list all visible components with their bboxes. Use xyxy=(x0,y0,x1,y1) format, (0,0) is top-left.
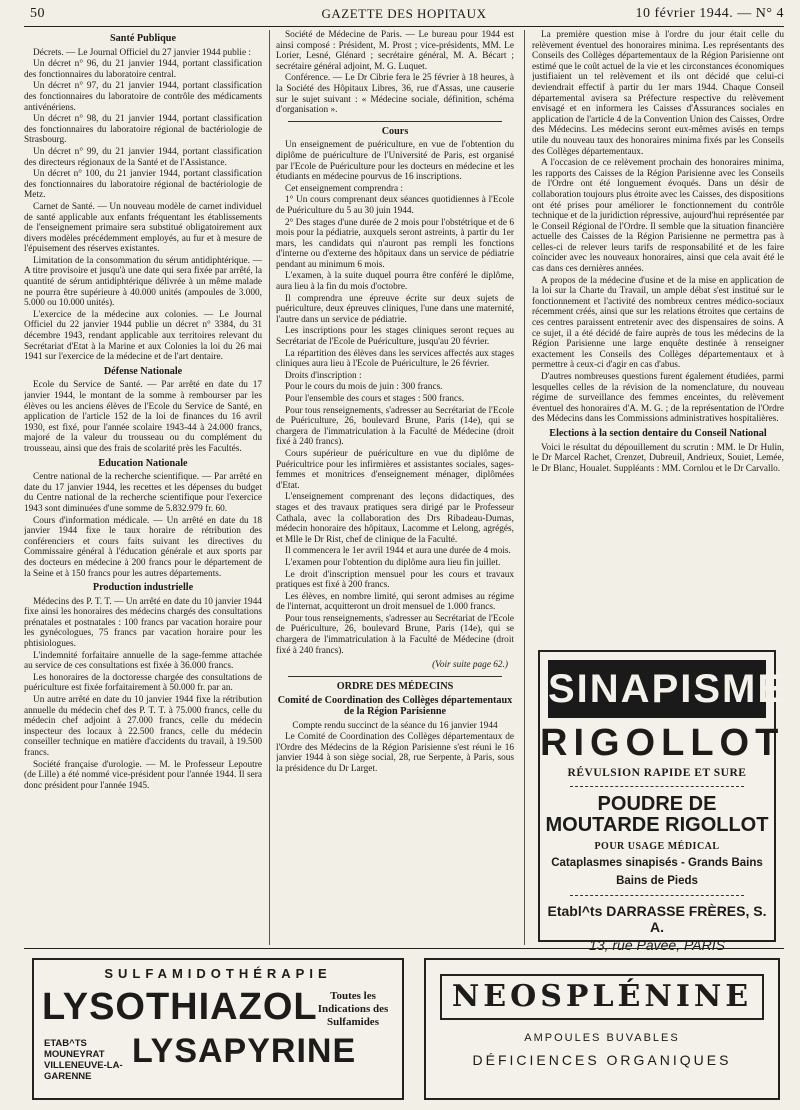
paragraph: Droits d'inscription : xyxy=(285,370,362,381)
paragraph: Société française d'urologie. — M. le Professeur Lepoutre (de Lille) a été nommé vice-président pour l'année 1944. Il sera donc président pour l'année 1945. xyxy=(24,759,262,791)
paragraph: Cours d'information médicale. — Un arrêté en date du 18 janvier 1944 fixe le taux horaire de rétribution des conférenciers et cours faits suivant les directives du Commissaire général à l'éducation générale et aux sports par des docteurs en médecine à 200 francs pour le département de la Seine et à 150 francs pour les autres départements. xyxy=(24,515,262,579)
ad-indication: DÉFICIENCES ORGANIQUES xyxy=(472,1052,732,1068)
column-3 xyxy=(532,30,784,642)
header-rule xyxy=(24,26,784,27)
paragraph: Cours supérieur de puériculture en vue du diplôme de Puéricultrice pour les infirmières et assistantes sociales, sages-femmes et monitrices d'enseignement ménager, diplômées d'Etat. xyxy=(276,448,514,491)
paragraph: Un décret n° 96, du 21 janvier 1944, portant classification des fonctionnaires du laboratoire central. xyxy=(24,59,262,80)
paragraph: Un décret n° 100, du 21 janvier 1944, portant classification des fonctionnaires du laboratoire régional de bactériologie de Metz. xyxy=(24,169,262,201)
paragraph: Carnet de Santé. — Un nouveau modèle de carnet individuel de santé applicable aux enfants fréquentant les établissements de l'enseignement primaire sera substitué obligatoirement aux divers modèles précédemment employés, au fur et à mesure de l'épuisement des réserves existantes. xyxy=(24,201,262,255)
paragraph: Il commencera le 1er avril 1944 et aura une durée de 4 mois. xyxy=(285,546,511,557)
section-heading: Production industrielle xyxy=(92,582,194,594)
section-heading: ORDRE DES MÉDECINS xyxy=(336,680,454,692)
ad-brand: LYSOTHIAZOL xyxy=(42,986,318,1028)
ad-side-text: Toutes les Indications des Sulfamides xyxy=(317,990,389,1028)
paragraph: Les inscriptions pour les stages cliniques seront reçues au Secrétariat de l'Ecole de Puériculture, jusqu'au 20 février. xyxy=(276,326,514,348)
ad-brand-secondary: LYSAPYRINE xyxy=(132,1032,357,1070)
ad-address: 13, rue Pavée, PARIS xyxy=(589,937,725,953)
ad-maker: ETAB^TS MOUNEYRAT VILLENEUVE-LA-GARENNE xyxy=(44,1038,123,1082)
paragraph: Le droit d'inscription mensuel pour les cours et travaux pratiques est fixé à 200 francs. xyxy=(276,569,514,591)
divider xyxy=(288,121,502,122)
paragraph: L'exercice de la médecine aux colonies. — Le Journal Officiel du 22 janvier 1944 publie un décret n° 3384, du 31 décembre 1943, rendant applicable aux territoires relevant du Secrétariat d'Etat à la Marine et aux Colonies la loi du 26 mai 1941 sur l'exercice de la médecine et de l'art dentaire. xyxy=(24,309,262,363)
paragraph: 2° Des stages d'une durée de 2 mois pour l'obstétrique et de 6 mois pour la pédiatrie, auxquels seront astreints, à partir du 1er mars, les candidats qui n'auront pas rempli les fonctions d'interne ou d'externe des hôpitaux dans un service de pédiatrie pendant au minimum 6 mois. xyxy=(276,217,514,270)
paragraph: L'examen, à la suite duquel pourra être conféré le diplôme, aura lieu à la fin du mois d'octobre. xyxy=(276,271,514,293)
ad-tagline: RÉVULSION RAPIDE ET SURE xyxy=(567,767,747,779)
ad-product: POUDRE DE MOUTARDE RIGOLLOT xyxy=(545,793,769,836)
paragraph: Un enseignement de puériculture, en vue de l'obtention du diplôme de puériculture de l'Université de Paris, est organisé par l'Ecole de Puériculture pour les docteurs en médecine et les étudiants en médecine pourvus de 16 inscriptions. xyxy=(276,140,514,183)
ad-brand: NEOSPLÉNINE xyxy=(440,974,764,1020)
ad-usage: POUR USAGE MÉDICAL xyxy=(594,841,720,852)
section-heading: Santé Publique xyxy=(110,33,176,44)
paragraph: Un décret n° 99, du 21 janvier 1944, portant classification des directeurs régionaux de la Santé et de l'Assistance. xyxy=(24,146,262,168)
section-heading: Education Nationale xyxy=(98,457,188,469)
paragraph: Médecins des P. T. T. — Un arrêté en date du 10 janvier 1944 fixe ainsi les honoraires des médecins chargés des consultations prénatales et postnatales : 100 francs par vacation horaire pour les gynécologues, 75 francs par vacation horaire pour les phtisiologues. xyxy=(24,596,262,650)
paragraph: Les honoraires de la doctoresse chargée des consultations de puériculture est fixée forfaitairement à 50.000 fr. par an. xyxy=(24,672,262,694)
column-divider xyxy=(524,30,525,945)
page-number: 50 xyxy=(30,6,45,21)
ad-company: Etabl^ts DARRASSE FRÈRES, S. A. xyxy=(547,903,767,935)
paragraph: A l'occasion de ce relèvement prochain des honoraires minima, les rapports des Caisses de la Région Parisienne avec les Conseils de l'Ordre ont été longuement évoqués. Dans un désir de collaboration toujours plus étroite avec les Caisses, des dispositions ont été prises pour améliorer le fonctionnement du contrôle technique et de la juridiction répressive, aujourd'hui représentée par le Conseil Régional de l'Ordre. Il semble que la situation financière actuelle des Caisses de la Région Parisienne ne permettra pas à celles-ci de relever leurs tarifs de responsabilité et de les faire coïncider avec les nouveaux honoraires, ainsi que cela avait été le cas dans ces dernières années. xyxy=(532,158,784,275)
paragraph: La première question mise à l'ordre du jour était celle du relèvement éventuel des honoraires minima. Les représentants des Conseils des Collèges départementaux de la Région Parisienne ont estimé que le coût actuel de la vie et les circonstances économiques justifiaient un tel relèvement et ils ont décidé que celui-ci deviendrait effectif à partir du 1er mars 1944. Chaque Conseil départemental avisera sa Préfecture respective du relèvement envisagé et en informera les Caisses d'Assurances sociales en application de l'article 4 de la Convention Union des Caisses, Ordre des Médecins. Les médecins seront eux-mêmes avisés en temps utile du nouveau taux des honoraires minima fixés par les Conseils des Collèges départementaux. xyxy=(532,30,784,157)
paragraph: Il comprendra une épreuve écrite sur deux sujets de puériculture, deux épreuves cliniques, l'une dans une maternité, l'autre dans un service de pédiatrie. xyxy=(276,293,514,325)
paragraph: Décrets. — Le Journal Officiel du 27 janvier 1944 publie : xyxy=(33,47,251,58)
paragraph: Un décret n° 98, du 21 janvier 1944, portant classification des fonctionnaires du laboratoire régional de bactériologie de Strasbourg. xyxy=(24,114,262,146)
paragraph: Pour tous renseignements, s'adresser au Secrétariat de l'Ecole de Puériculture, 26, boulevard Brune, Paris (14e), qui se chargera de l'immatriculation à la Faculté de Médecine (droit fixé à 240 francs). xyxy=(276,405,514,448)
ads-rule xyxy=(24,948,784,949)
paragraph: Compte rendu succinct de la séance du 16 janvier 1944 xyxy=(292,720,498,731)
paragraph: A propos de la médecine d'usine et de la mise en application de la loi sur la Charte du Travail, un ample débat s'est institué sur le fonctionnement et l'activité des nombreux centres médico-sociaux récemment créés, ainsi que sur les relations étroites que certains de ces centres paraissent entretenir avec des dispensaires de soins. A ce sujet, il a été décidé de faire auprès de tous les médecins de la Région Parisienne une large enquête destinée à renseigner exactement les Conseils des Collèges départementaux et à permettre à ceux-ci d'agir en cas d'abus. xyxy=(532,275,784,371)
paragraph: Le Comité de Coordination des Collèges départementaux de l'Ordre des Médecins de la Région Parisienne s'est réuni le 16 janvier 1944 à son siège social, 28, rue Serpente, à Paris, sous la présidence du Dr Larget. xyxy=(276,732,514,774)
paragraph: Voici le résultat du dépouillement du scrutin : MM. le Dr Hulin, le Dr Marcel Rachet, Crenzet, Dubreuil, Andrieux, Souiet, Lemée, le Dr Blanc, Houalet. Suppléants : MM. Cornlou et le Dr Carvallo. xyxy=(532,442,784,474)
paragraph: Un autre arrêté en date du 10 janvier 1944 fixe la rétribution annuelle du médecin chef des P. T. T. à 75.000 francs, celle du médecin chef adjoint à 27.000 francs, celle du médecin inspecteur des locaux à 22.500 francs, celle du médecin conseiller technique en matière d'accidents du travail, à 19.500 francs. xyxy=(24,695,262,758)
advertisement-sinapisme xyxy=(538,650,787,953)
column-2 xyxy=(276,30,514,940)
ad-form: AMPOULES BUVABLES xyxy=(524,1032,680,1044)
advertisement-lysothiazol xyxy=(32,958,404,1100)
journal-title: GAZETTE DES HOPITAUX xyxy=(321,6,487,21)
paragraph: Un décret n° 97, du 21 janvier 1944, portant classification des fonctionnaires du laboratoire de contrôle des médicaments antivénériens. xyxy=(24,81,262,113)
paragraph: L'examen pour l'obtention du diplôme aura lieu fin juillet. xyxy=(285,557,501,568)
paragraph: Conférence. — Le Dr Cibrie fera le 25 février à 18 heures, à la Société des Hôpitaux Libres, 36, rue d'Assas, une causerie sur le sujet suivant : « Médecine sociale, définition, schéma d'organisation ». xyxy=(276,73,514,116)
subsection-heading: Comité de Coordination des Collèges départementaux de la Région Parisienne xyxy=(277,695,513,718)
paragraph: Limitation de la consommation du sérum antidiphtérique. — A titre provisoire et jusqu'à une date qui sera fixée par arrêté, la quantité de sérum antidiphtérique délivrée à un même malade ne pourra être supérieure à 40.000 unités (ampoules de 3.000, 5.000 ou 10.000 unités). xyxy=(24,255,262,309)
paragraph: Ecole du Service de Santé. — Par arrêté en date du 17 janvier 1944, le montant de la somme à rembourser par les élèves ou les anciens élèves de l'Ecole du Service de Santé, en application de l'article 152 de la loi de finances du 16 avril 1930, est fixé, pour l'année scolaire 1943-44 à 24.000 francs, majoré de la valeur du trousseau ou du complément du trousseau, ainsi que des frais de scolarité près les Facultés. xyxy=(24,380,262,454)
section-heading: Elections à la section dentaire du Conseil National xyxy=(549,427,767,439)
paragraph: L'enseignement comprenant des leçons didactiques, des stages et des travaux pratiques sera dirigé par le Professeur Cathala, avec la collaboration des Drs Ribadeau-Dumas, médecin honoraire des hôpitaux, Lacomme et Lelong, agrégés, et Mlle le Dr Rist, chef de clinique de la Faculté. xyxy=(276,492,514,545)
divider xyxy=(288,676,502,677)
running-header xyxy=(24,6,784,26)
paragraph: Pour tous renseignements, s'adresser au Secrétariat de l'Ecole de Puériculture, 26, boulevard Brune, Paris (14e), qui se chargera de l'immatriculation à la Faculté de Médecine (droit fixé à 240 francs). xyxy=(276,613,514,656)
paragraph: Les élèves, en nombre limité, qui seront admises au régime de l'internat, acquitteront un droit mensuel de 1.000 francs. xyxy=(276,591,514,613)
paragraph: Société de Médecine de Paris. — Le bureau pour 1944 est ainsi composé : Président, M. Prost ; vice-présidents, MM. Le Lorier, Lesné, Glénard ; secrétaire général, M. A. Bécart ; secrétaire général adjoint, M. G. Luquet. xyxy=(276,30,514,72)
ornament-rule xyxy=(570,786,744,787)
paragraph: La répartition des élèves dans les services affectés aux stages cliniques aura lieu à l'Ecole de Puériculture, le 26 février. xyxy=(276,348,514,370)
section-heading: Cours xyxy=(381,125,409,137)
ad-name: RIGOLLOT xyxy=(540,722,785,764)
paragraph: D'autres nombreuses questions furent également étudiées, parmi lesquelles celles de la révision de la nomenclature, du nouveau régime de surveillance des femmes enceintes, du relèvement éventuel des honoraires d'A. M. G. ; de la représentation de l'Ordre des Médecins dans les Commissions administratives hospitalières. xyxy=(532,372,784,425)
column-1 xyxy=(24,30,262,940)
paragraph: 1° Un cours comprenant deux séances quotidiennes à l'Ecole de Puériculture du 5 au 30 juin 1944. xyxy=(276,195,514,216)
ad-brand: SINAPISME xyxy=(548,660,766,718)
ad-category: SULFAMIDOTHÉRAPIE xyxy=(104,966,332,981)
paragraph: Pour l'ensemble des cours et stages : 500 francs. xyxy=(285,394,465,404)
paragraph: L'indemnité forfaitaire annuelle de la sage-femme attachée au service de ces consultations est fixée à 36.000 francs. xyxy=(24,650,262,672)
column-divider xyxy=(269,30,270,945)
paragraph: Cet enseignement comprendra : xyxy=(285,183,403,194)
ad-items: Bains de Pieds xyxy=(616,875,698,887)
ad-items: Cataplasmes sinapisés - Grands Bains xyxy=(551,857,763,869)
advertisement-neosplenine xyxy=(424,958,780,1100)
journal-page xyxy=(24,0,787,1110)
ornament-rule xyxy=(570,895,744,896)
issue-date: 10 février 1944. — N° 4 xyxy=(635,6,784,21)
continued-note: (Voir suite page 62.) xyxy=(432,660,508,671)
paragraph: Pour le cours du mois de juin : 300 francs. xyxy=(285,382,443,393)
section-heading: Défense Nationale xyxy=(103,365,183,377)
paragraph: Centre national de la recherche scientifique. — Par arrêté en date du 17 janvier 1944, les recettes et les dépenses du budget du Centre national de la recherche scientifique pour l'exercice 1943 sont diminuées d'une somme de 5.832.979 fr. 60. xyxy=(24,472,262,514)
